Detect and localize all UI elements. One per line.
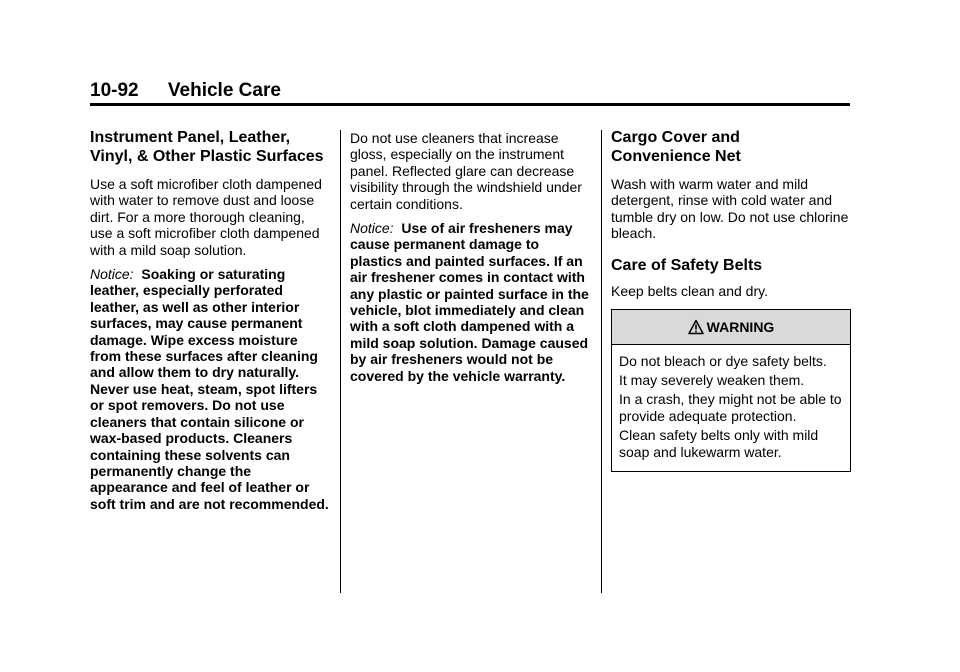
warning-line: Do not bleach or dye safety belts. [619, 353, 827, 370]
column-2 [350, 130, 590, 392]
warning-line: Clean safety belts only with mild soap and lukewarm water. [619, 427, 819, 461]
notice-text: Soaking or saturating leather, especially perforated leather, as well as other interior surfaces, may cause permanent damage. Wipe excess moisture from these surfaces after cleaning and allow them to dry naturally. Never use heat, steam, spot lifters or spot removers. Do not use cleaners that contain silicone or wax-based products. Cleaners containing these solvents can permanently change the appearance and feel of leather or soft trim and are not recommended. [90, 266, 329, 512]
page-number: 10-92 [90, 80, 139, 101]
notice-paragraph [90, 266, 330, 512]
body-paragraph: Keep belts clean and dry. [611, 282, 768, 299]
notice-text: Use of air fresheners may cause permanent damage to plastics and painted surfaces. If an air freshener comes in contact with any plastic or painted surface in the vehicle, blot immediately and clean with a soft cloth dampened with a mild soap solution. Damage caused by air fresheners would not be covered by the vehicle warranty. [350, 220, 589, 384]
heading-line: Cargo Cover and [611, 129, 740, 146]
heading-line: Vinyl, & Other Plastic Surfaces [90, 148, 324, 165]
section-heading [611, 128, 851, 166]
warning-body [612, 345, 850, 471]
warning-line: In a crash, they might not be able to provide adequate protection. [619, 391, 842, 425]
column-divider [601, 130, 602, 593]
warning-line: It may severely weaken them. [619, 372, 805, 389]
body-paragraph: Wash with warm water and mild detergent, rinse with cold water and tumble dry on low. Do not use chlorine bleach. [611, 176, 849, 242]
column-1 [90, 128, 330, 520]
heading-line: Convenience Net [611, 148, 741, 165]
section-heading: Care of Safety Belts [611, 256, 763, 274]
body-paragraph: Use a soft microfiber cloth dampened with water to remove dust and loose dirt. For a more thorough cleaning, use a soft microfiber cloth dampened with a mild soap solution. [90, 176, 322, 258]
warning-box [611, 309, 851, 472]
warning-triangle-icon [688, 313, 704, 347]
warning-header [612, 310, 850, 345]
notice-label: Notice: [90, 266, 134, 283]
body-paragraph: Do not use cleaners that increase gloss, especially on the instrument panel. Reflected glare can decrease visibility through the windshield under certain conditions. [350, 130, 582, 212]
section-title: Vehicle Care [167, 80, 281, 101]
header-rule [90, 103, 850, 106]
page-header [90, 80, 281, 102]
column-divider [340, 130, 341, 593]
heading-line: Instrument Panel, Leather, [90, 129, 291, 146]
section-heading [90, 128, 330, 166]
notice-paragraph [350, 220, 590, 384]
warning-title: WARNING [706, 319, 775, 336]
column-3 [611, 128, 851, 472]
notice-label: Notice: [350, 220, 394, 237]
